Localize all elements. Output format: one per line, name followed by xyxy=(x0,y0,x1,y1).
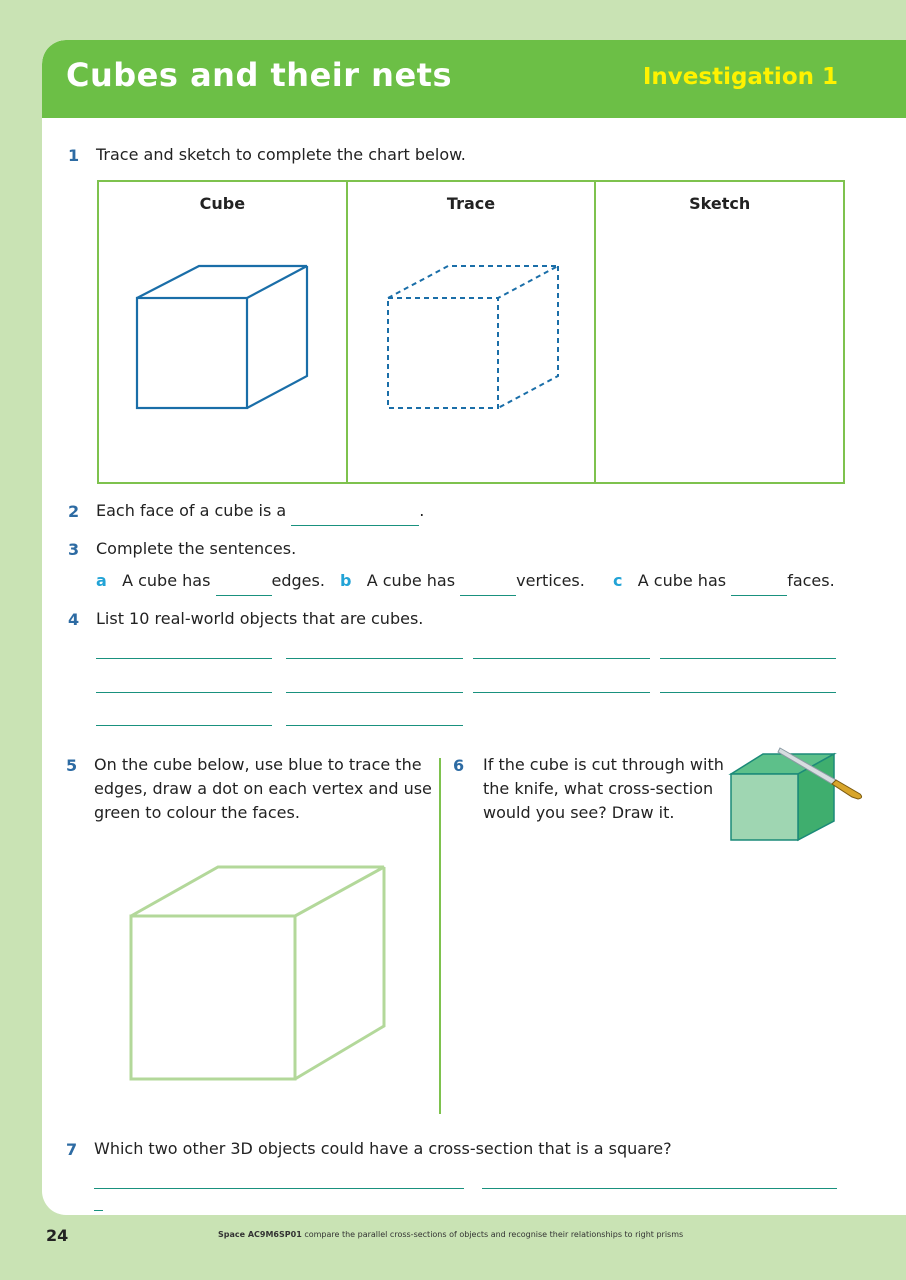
answer-line[interactable] xyxy=(96,725,272,726)
question-7-text: Which two other 3D objects could have a cross-section that is a square? xyxy=(94,1139,672,1158)
question-6-line: the knife, what cross-section xyxy=(483,779,714,798)
chart-column-cube xyxy=(99,182,348,482)
answer-line[interactable] xyxy=(94,1188,464,1189)
question-4-text: List 10 real-world objects that are cubes. xyxy=(96,609,424,628)
page-title: Cubes and their nets xyxy=(66,56,452,94)
faces-answer-blank[interactable] xyxy=(731,571,787,596)
answer-line[interactable] xyxy=(286,725,463,726)
cube-diagram xyxy=(99,182,345,478)
question-3a xyxy=(96,569,325,596)
worksheet-page xyxy=(42,40,906,1215)
face-shape-answer-blank[interactable] xyxy=(291,501,419,526)
question-2-number: 2 xyxy=(68,502,80,521)
question-1-text: Trace and sketch to complete the chart below. xyxy=(96,145,466,164)
light-green-cube-diagram[interactable] xyxy=(122,860,392,1090)
part-c-text: A cube has xyxy=(637,571,727,590)
question-5-text xyxy=(94,753,432,825)
question-6-text xyxy=(483,753,724,825)
question-3b xyxy=(340,569,585,596)
question-5-line: On the cube below, use blue to trace the xyxy=(94,755,422,774)
question-6-line: would you see? Draw it. xyxy=(483,803,675,822)
question-1-number: 1 xyxy=(68,146,80,165)
answer-line[interactable] xyxy=(286,658,463,659)
question-3-number: 3 xyxy=(68,540,80,559)
part-b-letter: b xyxy=(340,571,352,590)
answer-line[interactable] xyxy=(96,658,272,659)
cube-with-knife-illustration xyxy=(728,746,864,844)
chart-column-sketch[interactable] xyxy=(596,182,843,482)
question-5-number: 5 xyxy=(66,756,78,775)
question-5-line: green to colour the faces. xyxy=(94,803,300,822)
question-4-number: 4 xyxy=(68,610,80,629)
part-a-letter: a xyxy=(96,571,107,590)
part-c-letter: c xyxy=(613,571,623,590)
part-c-end: faces. xyxy=(787,571,835,590)
question-2-row xyxy=(96,499,424,526)
part-b-text: A cube has xyxy=(366,571,456,590)
column-divider xyxy=(439,758,441,1114)
chart-header-sketch: Sketch xyxy=(689,194,751,213)
curriculum-footer xyxy=(218,1230,683,1239)
edges-answer-blank[interactable] xyxy=(216,571,272,596)
question-6-number: 6 xyxy=(453,756,465,775)
header-bar xyxy=(42,40,906,118)
investigation-label: Investigation 1 xyxy=(642,64,838,90)
question-5-line: edges, draw a dot on each vertex and use xyxy=(94,779,432,798)
part-a-end: edges. xyxy=(271,571,325,590)
question-3-text: Complete the sentences. xyxy=(96,539,297,558)
part-a-text: A cube has xyxy=(122,571,211,590)
answer-line-stub xyxy=(94,1210,103,1211)
answer-line[interactable] xyxy=(96,692,272,693)
trace-sketch-chart xyxy=(97,180,845,484)
question-7-number: 7 xyxy=(66,1140,78,1159)
chart-column-trace xyxy=(348,182,597,482)
part-b-end: vertices. xyxy=(516,571,585,590)
answer-line[interactable] xyxy=(473,658,650,659)
question-2-end: . xyxy=(419,501,425,520)
question-2-text: Each face of a cube is a xyxy=(96,501,287,520)
curriculum-description: compare the parallel cross-sections of objects and recognise their relationships to right prisms xyxy=(304,1230,684,1239)
answer-line[interactable] xyxy=(660,658,836,659)
answer-line[interactable] xyxy=(286,692,463,693)
chart-header-cube: Cube xyxy=(199,194,246,213)
chart-header-trace: Trace xyxy=(446,194,496,213)
vertices-answer-blank[interactable] xyxy=(460,571,516,596)
curriculum-code: Space AC9M6SP01 xyxy=(218,1230,302,1239)
question-3c xyxy=(613,569,835,596)
page-number: 24 xyxy=(46,1226,69,1245)
answer-line[interactable] xyxy=(660,692,836,693)
dashed-cube-diagram[interactable] xyxy=(348,182,594,478)
answer-line[interactable] xyxy=(482,1188,837,1189)
question-6-line: If the cube is cut through with xyxy=(483,755,724,774)
answer-line[interactable] xyxy=(473,692,650,693)
